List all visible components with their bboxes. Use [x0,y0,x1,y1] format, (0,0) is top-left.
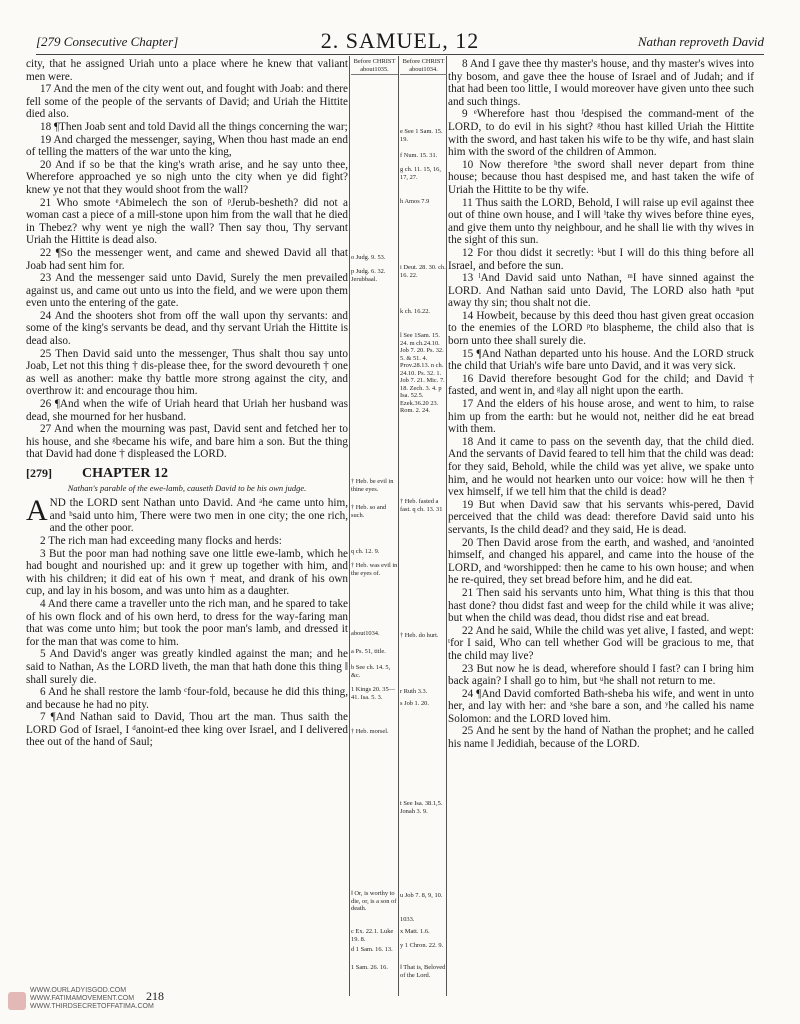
margin-note: † Heb. do hurt. [400,632,439,639]
right-margin-references [400,58,447,998]
verse-paragraph: 23 And the messenger said unto David, Surely the men prevailed against us, and came out unto us into the field, and we were upon them even unto the entering of the gate. [26,272,348,310]
margin-note: r Ruth 3.3. [400,688,428,695]
margin-note: k ch. 16.22. [400,308,430,315]
margin-note: f Num. 15. 31. [400,152,438,159]
chapter-consecutive-number: [279] [26,466,52,480]
footer-link[interactable]: WWW.FATIMAMOVEMENT.COM [30,995,135,1002]
verse-paragraph: 23 But now he is dead, wherefore should I fast? can I bring him back again? I shall go to him, but ᵘhe shall not return to me. [448,662,754,688]
verse-paragraph: 17 And the men of the city went out, and fought with Joab: and there fell some of the people of the servants of David; and Uriah the Hittite died also. [26,83,348,121]
margin-note: t See Isa. 38.1,5. Jonah 3. 9. [400,800,443,815]
verse-paragraph: 22 And he said, While the child was yet alive, I fasted, and wept: ᵗfor I said, Who can tell whether God will be gracious to me, that the child may live? [448,624,754,662]
margin-note: p Judg. 6. 32. Jerubbaal. [351,268,386,283]
verse-paragraph: 20 And if so be that the king's wrath arise, and he say unto thee, Wherefore approached ye so nigh unto the city when ye did fight? knew ye not that they would shoot from the wall? [26,158,348,196]
verse-paragraph: 21 Who smote ᵉAbimelech the son of ᵖJerub-besheth? did not a woman cast a piece of a mill-stone upon him from the wall that he died in Thebez? why went ye nigh the wall? Then say thou, Thy servant Uriah the Hittite is dead also. [26,196,348,247]
verse-paragraph: 10 Now therefore ʰthe sword shall never depart from thine house; because thou hast despised me, and hast taken the wife of Uriah the Hittite to be thy wife. [448,158,754,196]
verse-paragraph: 24 ¶And David comforted Bath-sheba his wife, and went in unto her, and lay with her: and ˣshe bare a son, and ʸhe called his name Solomon: and the LORD loved him. [448,687,754,725]
margin-note: u Job 7. 8, 9, 10. [400,892,443,899]
margin-note: about1034. [351,630,380,637]
verse-paragraph: 11 Thus saith the LORD, Behold, I will raise up evil against thee out of thine own house, and I will ⁱtake thy wives before thine eyes, and give them unto thy neighbour, and he shall lie with thy wives in the sight of this sun. [448,196,754,247]
margin-date-head: Before CHRIST about1034. [400,58,447,75]
verse-paragraph: 18 And it came to pass on the seventh day, that the child died. And the servants of David feared to tell him that the child was dead: for they said, Behold, while the child was yet alive, we spake unto him, and he would not hearken unto our voice: how will he then † vex himself, if we tell him that the child is dead? [448,435,754,499]
verse-paragraph: 27 And when the mourning was past, David sent and fetched her to his house, and she ᵍbecame his wife, and bare him a son. But the thing that David had done † displeased the LORD. [26,423,348,461]
margin-note: † Heb. so and such. [351,504,387,519]
margin-note: e See 1 Sam. 15. 19. [400,128,443,143]
margin-note: q ch. 12. 9. [351,548,380,555]
margin-note: † Heb. was evil in the eyes of. [351,562,398,577]
verse-paragraph: 4 And there came a traveller unto the rich man, and he spared to take of his own flock and of his own herd, to dress for the way-faring man that was come unto him; but took the poor man's lamb, and dressed it for the man that was come to him. [26,597,348,648]
margin-note: y 1 Chron. 22. 9. [400,942,444,949]
margin-note: x Matt. 1.6. [400,928,430,935]
drop-cap: A [26,494,48,528]
chapter-heading [26,467,348,481]
verse-paragraph: 9 ᵉWherefore hast thou ᶠdespised the command-ment of the LORD, to do evil in his sight? ᵍthou hast killed Uriah the Hittite with the sword, and hast taken his wife to be thy wife, and hast slain him with the sword of the children of Ammon. [448,108,754,159]
verse-paragraph: 12 For thou didst it secretly: ᵏbut I will do this thing before all Israel, and before the sun. [448,246,754,272]
margin-note: g ch. 11. 15, 16, 17, 27. [400,166,441,181]
margin-note: o Judg. 9. 53. [351,254,386,261]
verse-paragraph [26,494,348,535]
margin-note: 1 Sam. 26. 16. [351,964,388,971]
chapter-title: CHAPTER 12 [82,466,168,481]
margin-note: a Ps. 51, title. [351,648,386,655]
margin-note: ‖ Or, is worthy to die, or, is a son of death. [351,890,397,912]
margin-note: i Deut. 28. 30. ch. 16. 22. [400,264,446,279]
verse-paragraph: 25 Then David said unto the messenger, Thus shalt thou say unto Joab, Let not this thing † dis-please thee, for the sword devoureth † one as well as another: make thy battle more strong against the city, and overthrow it: and encourage thou him. [26,347,348,398]
verse-paragraph: 15 ¶And Nathan departed unto his house. And the LORD struck the child that Uriah's wife bare unto David, and it was very sick. [448,347,754,373]
verse-paragraph: city, that he assigned Uriah unto a place where he knew that valiant men were. [26,58,348,83]
verse-paragraph: 21 Then said his servants unto him, What thing is this that thou hast done? thou didst fast and weep for the child while it was alive; but when the child was dead, thou didst rise and eat bread. [448,586,754,625]
verse-paragraph: 2 The rich man had exceeding many flocks and herds: [40,534,282,547]
verse-paragraph: 16 David therefore besought God for the child; and David † fasted, and went in, and ᵍlay all night upon the earth. [448,372,754,398]
verse-paragraph: 3 But the poor man had nothing save one little ewe-lamb, which he had bought and nourished up: and it grew up together with him, and with his children; it did eat of his own † meat, and drank of his own cup, and lay in his bosom, and was unto him as a daughter. [26,547,348,598]
verse-paragraph: 25 And he sent by the hand of Nathan the prophet; and he called his name ‖ Jedidiah, because of the LORD. [448,725,754,751]
header-rule [36,54,764,55]
verse-paragraph: 18 ¶Then Joab sent and told David all the things concerning the war; [40,120,348,133]
margin-note: d 1 Sam. 16. 13. [351,946,393,953]
page-header [36,28,764,54]
margin-note: † Heb. fasted a fast. q ch. 13. 31 [400,498,443,513]
verse-paragraph: 5 And David's anger was greatly kindled against the man; and he said to Nathan, As the LORD liveth, the man that hath done this thing ‖ shall surely die. [26,648,348,686]
margin-note: † Heb. be evil in thine eyes. [351,478,394,493]
header-consecutive-chapter: [279 Consecutive Chapter] [36,34,179,49]
verse-paragraph: 20 Then David arose from the earth, and washed, and ʳanointed himself, and changed his apparel, and came into the house of the LORD, and ˢworshipped: then he came to his own house; and when he re-quired, they set bread before him, and he did eat. [448,536,754,587]
verse-paragraph: 6 And he shall restore the lamb ᶜfour-fold, because he did this thing, and because he had no pity. [26,686,348,711]
verse-paragraph: 17 And the elders of his house arose, and went to him, to raise him up from the earth: but he would not, neither did he eat bread with them. [448,398,754,436]
header-book-chapter: 2. SAMUEL, 12 [320,28,480,53]
header-subject: Nathan reproveth David [637,34,764,49]
footer-link[interactable]: WWW.OURLADYISGOD.COM [30,987,127,994]
page-number: 218 [146,989,164,1003]
margin-date-head: Before CHRIST about1035. [351,58,398,75]
verse-paragraph: 24 And the shooters shot from off the wall upon thy servants: and some of the king's servants be dead, and thy servant Uriah the Hittite is dead also. [26,309,348,348]
footer-link[interactable]: WWW.THIRDSECRETOFFATIMA.COM [30,1003,154,1010]
right-text-column [448,58,754,751]
verse-paragraph: 19 And charged the messenger, saying, When thou hast made an end of telling the matters of the war unto the king, [26,133,348,159]
margin-note: † Heb. morsel. [351,728,389,735]
verse-paragraph: 8 And I gave thee thy master's house, and thy master's wives into thy bosom, and gave thee the house of Israel and of Judah; and if that had been too little, I would moreover have given unto thee such and such things. [448,58,754,108]
verse-paragraph: 13 ˡAnd David said unto Nathan, ᵐI have sinned against the LORD. And Nathan said unto David, The LORD also hath ⁿput away thy sin; thou shalt not die. [448,272,754,310]
chapter-summary: Nathan's parable of the ewe-lamb, causeth David to be his own judge. [67,482,307,493]
site-logo [8,992,26,1010]
left-text-column [26,58,348,749]
margin-note: ‖ That is, Beloved of the Lord. [400,964,446,979]
margin-note: l See 1Sam. 15. 24. m ch.24.10. Job 7. 20. Ps. 32. 5. & 51. 4. Prov.28.13. n ch. 24.10. Ps. 32. 1. Job 7. 21. Mic. 7. 18. Zech. 3. 4. p Isa. 52.5. Ezek.36.20 23. Rom. 2. 24. [400,332,445,414]
footer-links [30,987,154,1011]
margin-note: 1 Kings 20. 35—41. Isa. 5. 3. [351,686,396,701]
verse-paragraph: 14 Howbeit, because by this deed thou hast given great occasion to the enemies of the LORD ᵖto blaspheme, the child also that is born unto thee shall surely die. [448,309,754,348]
column-divider [349,56,350,996]
verse-paragraph: 26 ¶And when the wife of Uriah heard that Uriah her husband was dead, she mourned for her husband. [26,398,348,423]
margin-note: 1033. [400,916,415,923]
margin-note: c Ex. 22.1. Luke 19. 8. [351,928,394,943]
left-margin-references [351,58,398,998]
verse-paragraph: 19 But when David saw that his servants whis-pered, David perceived that the child was dead: therefore David said unto his servants, Is the child dead? and they said, He is dead. [448,498,754,536]
margin-note: s Job 1. 20. [400,700,429,707]
column-divider [398,56,399,996]
verse-paragraph: 22 ¶So the messenger went, and came and shewed David all that Joab had sent him for. [26,246,348,272]
verse-paragraph: 7 ¶And Nathan said to David, Thou art the man. Thus saith the LORD God of Israel, I ᵈanoint-ed thee king over Israel, and I delivered thee out of the hand of Saul; [26,711,348,749]
verse-text: ND the LORD sent Nathan unto David. And ᵃhe came unto him, and ᵇsaid unto him, There were two men in one city; the one rich, and the other poor. [49,497,348,535]
margin-note: h Amos 7.9 [400,198,430,205]
margin-note: b See ch. 14. 5, &c. [351,664,391,679]
